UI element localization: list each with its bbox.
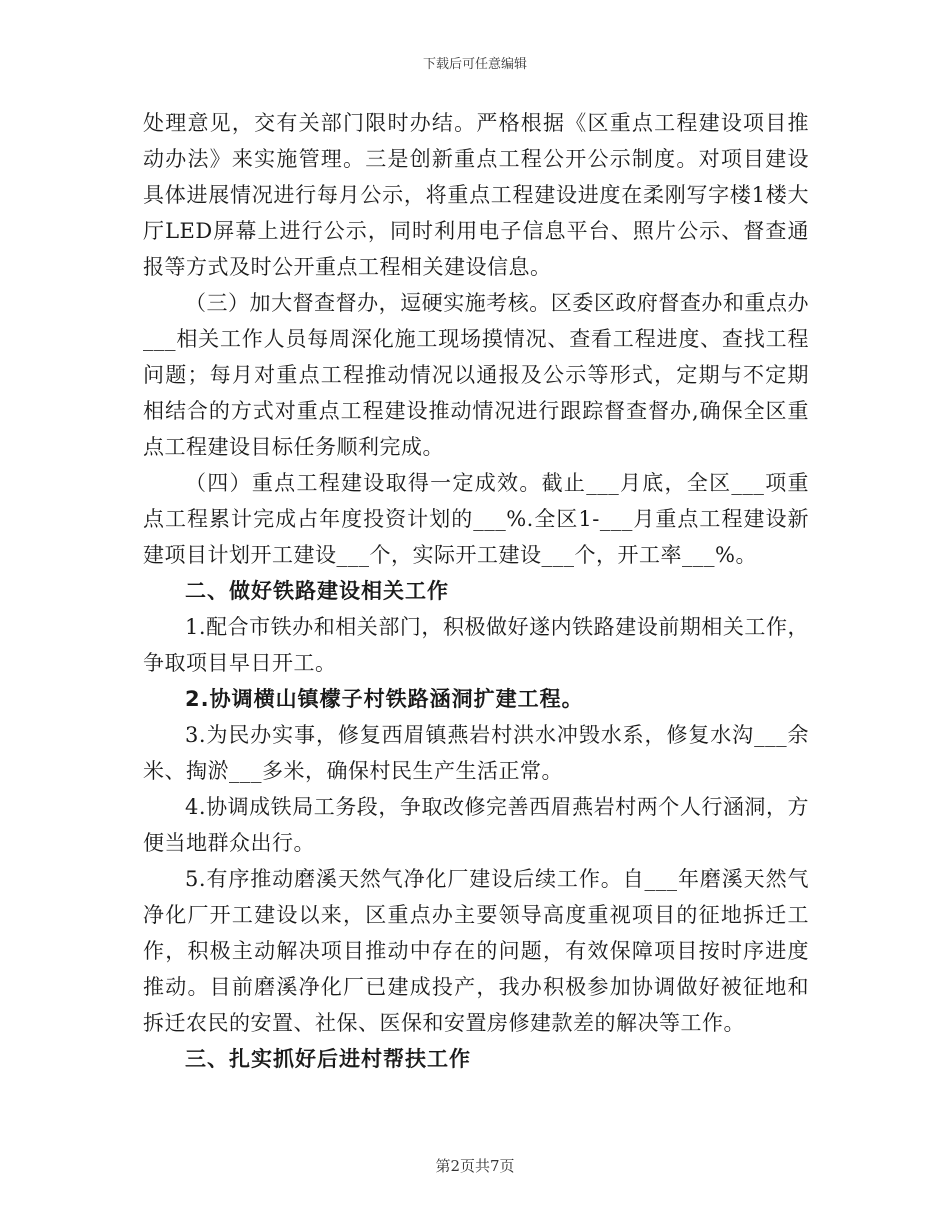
page-footer-number: 第2页共7页 [435,1157,515,1175]
list-item-4: 4.协调成铁局工务段，争取改修完善西眉燕岩村两个人行涵洞，方便当地群众出行。 [143,795,809,855]
list-item-3: 3.为民办实事，修复西眉镇燕岩村洪水冲毁水系，修复水沟___余米、掏淤___多米，确保村民生产生活正常。 [143,723,809,783]
list-item-1: 1.配合市铁办和相关部门，积极做好遂内铁路建设前期相关工作，争取项目早日开工。 [143,615,809,675]
paragraph-continuation: 处理意见，交有关部门限时办结。严格根据《区重点工程建设项目推动办法》来实施管理。三是创新重点工程公开公示制度。对项目建设具体进展情况进行每月公示，将重点工程建设进度在柔刚写字楼1楼大厅LED屏幕上进行公示，同时利用电子信息平台、照片公示、督查通报等方式及时公开重点工程相关建设信息。 [143,111,809,279]
paragraph-supervision: （三）加大督查督办，逗硬实施考核。区委区政府督查办和重点办___相关工作人员每周深化施工现场摸情况、查看工程进度、查找工程问题；每月对重点工程推动情况以通报及公示等形式，定期与不定期相结合的方式对重点工程建设推动情况进行跟踪督查督办,确保全区重点工程建设目标任务顺利完成。 [143,291,809,459]
page-header-note: 下载后可任意编辑 [422,57,527,72]
section-heading-village: 三、扎实抓好后进村帮扶工作 [185,1047,471,1071]
list-item-5: 5.有序推动磨溪天然气净化厂建设后续工作。自___年磨溪天然气净化厂开工建设以来，区重点办主要领导高度重视项目的征地拆迁工作，积极主动解决项目推动中存在的问题，有效保障项目按时序进度推动。目前磨溪净化厂已建成投产，我办积极参加协调做好被征地和拆迁农民的安置、社保、医保和安置房修建款差的解决等工作。 [143,867,809,1035]
list-item-2: 2.协调横山镇檬子村铁路涵洞扩建工程。 [185,687,584,711]
paragraph-achievements: （四）重点工程建设取得一定成效。截止___月底，全区___项重点工程累计完成占年度投资计划的___%.全区1-___月重点工程建设新建项目计划开工建设___个，实际开工建设___个，开工率___%。 [143,471,809,567]
document-body [143,105,809,1077]
section-heading-railway: 二、做好铁路建设相关工作 [185,579,449,603]
